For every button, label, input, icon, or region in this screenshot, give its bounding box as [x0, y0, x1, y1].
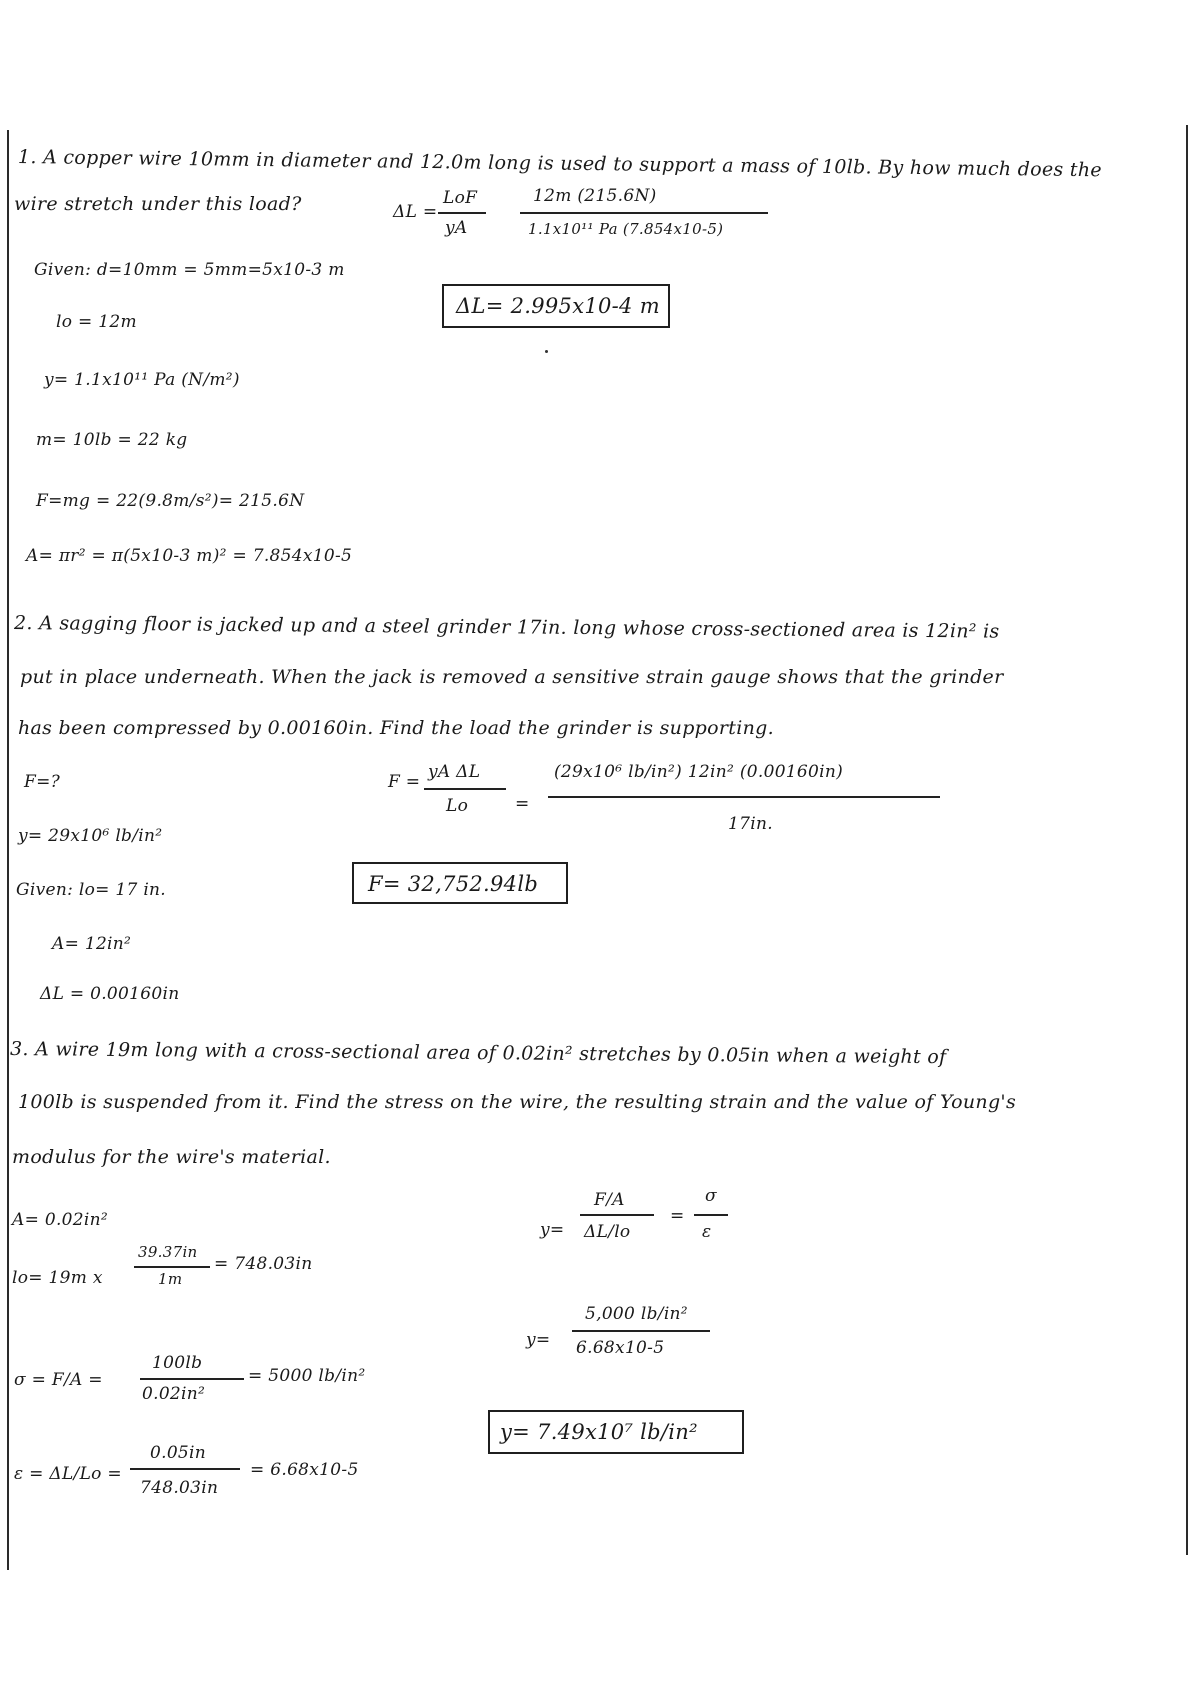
problem3-youngs-denominator2: ε	[702, 1222, 712, 1242]
problem2-find: F=?	[24, 772, 61, 792]
problem3-youngs-lhs: y=	[540, 1220, 565, 1240]
problem2-substitution-denominator: 17in.	[728, 814, 773, 834]
problem3-youngs-bar2	[694, 1214, 728, 1216]
problem1-given-mass: m= 10lb = 22 kg	[36, 430, 188, 450]
problem3-youngs-sub-numerator: 5,000 lb/in²	[585, 1304, 688, 1324]
problem3-youngs-sub-lhs: y=	[526, 1330, 551, 1350]
problem3-youngs-numerator1: F/A	[594, 1190, 625, 1210]
problem3-stress-bar	[140, 1378, 244, 1380]
problem2-equals: =	[515, 794, 530, 814]
problem2-formula-bar	[424, 788, 506, 790]
problem1-given-diameter: Given: d=10mm = 5mm=5x10-3 m	[34, 260, 345, 280]
problem2-given-youngs-modulus: y= 29x10⁶ lb/in²	[18, 826, 163, 846]
problem3-statement-line3: modulus for the wire's material.	[12, 1146, 331, 1168]
problem1-given-force: F=mg = 22(9.8m/s²)= 215.6N	[36, 491, 305, 511]
problem1-substitution-bar	[520, 212, 768, 214]
problem3-stress-numerator: 100lb	[152, 1353, 203, 1373]
problem1-formula-bar	[438, 212, 486, 214]
problem3-given-area: A= 0.02in²	[12, 1210, 108, 1230]
problem2-statement-line1: 2. A sagging floor is jacked up and a steel grinder 17in. long whose cross-sectioned area is 12in² is	[13, 612, 1000, 643]
pen-dot	[545, 350, 548, 353]
problem3-length-conversion-denominator: 1m	[158, 1270, 183, 1288]
problem3-strain-lhs: ε = ΔL/Lo =	[14, 1464, 122, 1484]
problem2-formula-lhs: F =	[388, 772, 421, 792]
problem3-youngs-denominator1: ΔL/lo	[584, 1222, 631, 1242]
problem2-given-length: Given: lo= 17 in.	[16, 880, 167, 900]
problem1-formula-numerator: LoF	[443, 188, 478, 208]
problem3-stress-denominator: 0.02in²	[142, 1384, 206, 1404]
problem3-strain-result: = 6.68x10-5	[250, 1460, 359, 1480]
problem1-given-area: A= πr² = π(5x10-3 m)² = 7.854x10-5	[26, 546, 353, 566]
problem2-answer: F= 32,752.94lb	[368, 872, 539, 896]
problem2-answer-box	[352, 862, 568, 904]
problem3-statement-line1: 3. A wire 19m long with a cross-sectional area of 0.02in² stretches by 0.05in when a weight of	[9, 1038, 947, 1069]
problem1-given-youngs-modulus: y= 1.1x10¹¹ Pa (N/m²)	[44, 370, 240, 390]
problem1-answer: ΔL= 2.995x10-4 m	[456, 294, 660, 318]
problem3-length-lhs: lo= 19m x	[12, 1268, 103, 1288]
left-margin-line	[7, 130, 9, 1570]
problem2-substitution-bar	[548, 796, 940, 798]
problem2-formula-denominator: Lo	[446, 796, 469, 816]
problem3-youngs-numerator2: σ	[705, 1186, 717, 1206]
problem1-formula-denominator: yA	[445, 218, 468, 238]
problem1-statement-line1: 1. A copper wire 10mm in diameter and 12.0m long is used to support a mass of 10lb. By how much does the	[17, 146, 1102, 182]
right-margin-line	[1186, 125, 1188, 1555]
problem3-strain-denominator: 748.03in	[140, 1478, 219, 1498]
problem2-statement-line2: put in place underneath. When the jack is removed a sensitive strain gauge shows that the grinder	[20, 666, 1004, 688]
problem3-length-result: = 748.03in	[214, 1254, 313, 1274]
problem3-length-conversion-numerator: 39.37in	[138, 1243, 198, 1261]
problem2-statement-line3: has been compressed by 0.00160in. Find the load the grinder is supporting.	[18, 717, 774, 739]
problem1-substitution-denominator: 1.1x10¹¹ Pa (7.854x10-5)	[528, 220, 724, 238]
problem3-strain-bar	[130, 1468, 240, 1470]
problem3-answer: y= 7.49x10⁷ lb/in²	[500, 1420, 698, 1444]
problem1-given-length: lo = 12m	[56, 312, 137, 332]
problem2-substitution-numerator: (29x10⁶ lb/in²) 12in² (0.00160in)	[554, 762, 844, 782]
problem3-length-conversion-bar	[134, 1266, 210, 1268]
problem1-formula-lhs: ΔL =	[393, 202, 438, 222]
problem1-answer-box	[442, 284, 670, 328]
problem3-youngs-sub-denominator: 6.68x10-5	[576, 1338, 665, 1358]
problem1-statement-line2: wire stretch under this load?	[14, 193, 302, 215]
problem3-statement-line2: 100lb is suspended from it. Find the stress on the wire, the resulting strain and the value of Young's	[18, 1091, 1017, 1113]
problem3-youngs-sub-bar	[572, 1330, 710, 1332]
problem1-substitution-numerator: 12m (215.6N)	[533, 186, 657, 206]
problem3-answer-box	[488, 1410, 744, 1454]
problem3-stress-lhs: σ = F/A =	[14, 1370, 103, 1390]
problem2-given-delta-length: ΔL = 0.00160in	[40, 984, 180, 1004]
problem3-youngs-bar1	[580, 1214, 654, 1216]
problem3-strain-numerator: 0.05in	[150, 1443, 207, 1463]
problem2-formula-numerator: yA ΔL	[428, 762, 481, 782]
problem2-given-area: A= 12in²	[52, 934, 132, 954]
problem3-stress-result: = 5000 lb/in²	[248, 1366, 366, 1386]
problem3-youngs-equals: =	[670, 1206, 685, 1226]
